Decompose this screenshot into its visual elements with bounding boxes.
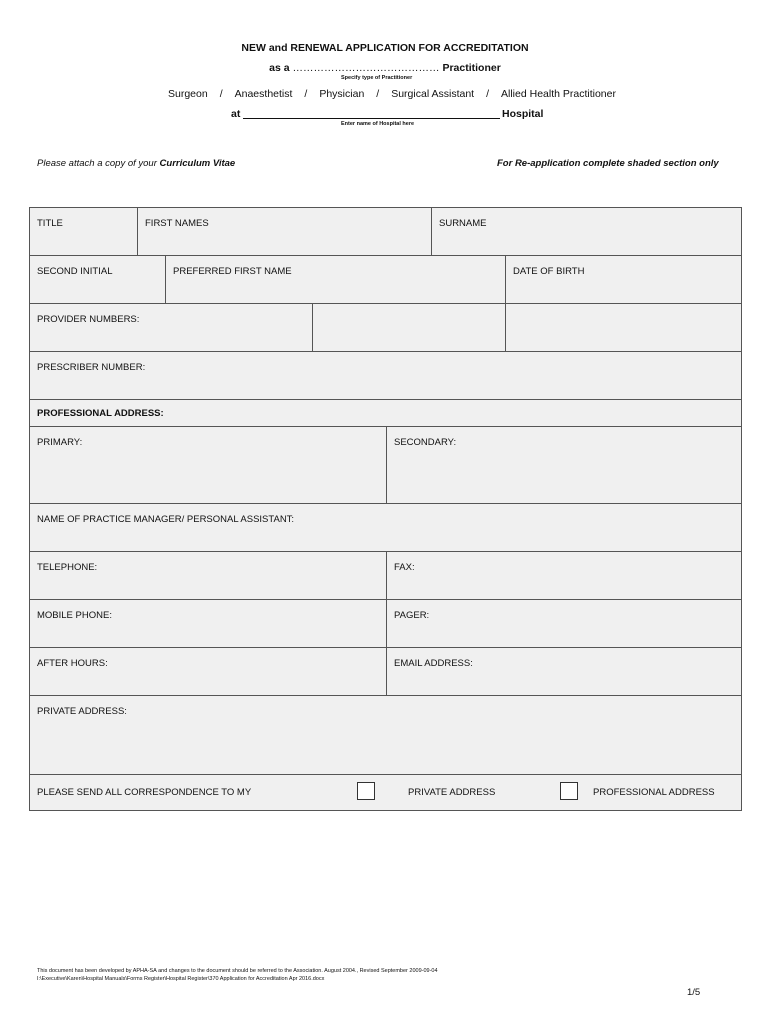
- cv-note-text: Please attach a copy of your: [37, 158, 157, 169]
- telephone-row: [30, 552, 741, 600]
- private-address-checkbox[interactable]: [357, 782, 375, 800]
- cv-note: [37, 158, 235, 169]
- footer-note: [37, 967, 438, 983]
- primary-label: PRIMARY:: [37, 437, 83, 448]
- date-of-birth-field[interactable]: [505, 256, 741, 303]
- type-separator: /: [219, 88, 223, 100]
- practitioner-type-line: [0, 62, 770, 74]
- practice-manager-label: NAME OF PRACTICE MANAGER/ PERSONAL ASSISTANT:: [37, 514, 295, 525]
- secondary-label: SECONDARY:: [394, 437, 457, 448]
- email-address-field[interactable]: [386, 648, 741, 695]
- as-a-label: as a: [269, 62, 290, 74]
- email-address-label: EMAIL ADDRESS:: [394, 658, 473, 669]
- professional-address-option-label: PROFESSIONAL ADDRESS: [593, 787, 715, 798]
- correspondence-row: [30, 775, 741, 810]
- prescriber-number-label: PRESCRIBER NUMBER:: [37, 362, 146, 373]
- practitioner-label: Practitioner: [442, 62, 501, 74]
- at-label: at: [231, 108, 241, 120]
- preferred-first-name-label: PREFERRED FIRST NAME: [173, 266, 292, 277]
- first-names-field[interactable]: [137, 208, 431, 255]
- private-address-row: [30, 696, 741, 775]
- cv-note-bold: Curriculum Vitae: [159, 158, 236, 169]
- type-allied-health: Allied Health Practitioner: [501, 88, 616, 100]
- hospital-name-blank[interactable]: [243, 118, 500, 119]
- surname-label: SURNAME: [439, 218, 487, 229]
- practitioner-type-hint: Specify type of Practitioner: [341, 75, 413, 81]
- footer-line-1: This document has been developed by APHA-SA and changes to the document should be referred to the Association. August 2004., Revised September 2009-09-04: [37, 968, 438, 974]
- type-surgical-assistant: Surgical Assistant: [391, 88, 475, 100]
- address-row: [30, 427, 741, 504]
- provider-number-field-3[interactable]: [505, 304, 741, 351]
- professional-address-label: PROFESSIONAL ADDRESS:: [37, 408, 164, 419]
- hospital-label: Hospital: [502, 108, 544, 120]
- page-number: 1/5: [687, 987, 701, 998]
- provider-row: [30, 304, 741, 352]
- provider-numbers-label: PROVIDER NUMBERS:: [37, 314, 140, 325]
- secondary-address-field[interactable]: [386, 427, 741, 503]
- private-address-label: PRIVATE ADDRESS:: [37, 706, 127, 717]
- telephone-label: TELEPHONE:: [37, 562, 98, 573]
- type-separator: /: [376, 88, 380, 100]
- professional-address-checkbox[interactable]: [560, 782, 578, 800]
- footer-line-2: I:\Executive\Karen\Hospital Manuals\Forms Register\Hospital Register\370 Application for Accreditation Apr 2016.docx: [37, 976, 325, 982]
- preferred-first-name-field[interactable]: [165, 256, 505, 303]
- practitioner-types: [168, 88, 616, 100]
- first-names-label: FIRST NAMES: [145, 218, 209, 229]
- type-anaesthetist: Anaesthetist: [234, 88, 293, 100]
- pager-label: PAGER:: [394, 610, 430, 621]
- hospital-line: [231, 108, 240, 120]
- provider-number-field-1[interactable]: [30, 304, 312, 351]
- second-initial-label: SECOND INITIAL: [37, 266, 113, 277]
- after-hours-field[interactable]: [30, 648, 386, 695]
- surname-field[interactable]: [431, 208, 741, 255]
- type-physician: Physician: [319, 88, 365, 100]
- private-address-field[interactable]: [30, 696, 741, 774]
- application-form: [29, 207, 742, 811]
- name-row: [30, 208, 741, 256]
- second-initial-field[interactable]: [30, 256, 165, 303]
- prescriber-number-field[interactable]: [30, 352, 741, 399]
- title-field[interactable]: [30, 208, 137, 255]
- practitioner-type-blank[interactable]: ……………………………………: [292, 62, 440, 74]
- form-title: NEW and RENEWAL APPLICATION FOR ACCREDITATION: [241, 42, 529, 54]
- personal-row: [30, 256, 741, 304]
- reapply-note: For Re-application complete shaded section only: [497, 158, 719, 169]
- mobile-phone-label: MOBILE PHONE:: [37, 610, 112, 621]
- after-hours-label: AFTER HOURS:: [37, 658, 108, 669]
- private-address-option-label: PRIVATE ADDRESS: [408, 787, 496, 798]
- mobile-row: [30, 600, 741, 648]
- title-label: TITLE: [37, 218, 63, 229]
- date-of-birth-label: DATE OF BIRTH: [513, 266, 585, 277]
- type-separator: /: [486, 88, 490, 100]
- practice-manager-row: [30, 504, 741, 552]
- professional-address-header: [30, 400, 741, 427]
- prescriber-row: [30, 352, 741, 400]
- correspondence-label: PLEASE SEND ALL CORRESPONDENCE TO MY: [37, 787, 252, 798]
- mobile-phone-field[interactable]: [30, 600, 386, 647]
- fax-label: FAX:: [394, 562, 415, 573]
- provider-number-field-2[interactable]: [312, 304, 505, 351]
- primary-address-field[interactable]: [30, 427, 386, 503]
- type-separator: /: [304, 88, 308, 100]
- type-surgeon: Surgeon: [168, 88, 208, 100]
- practice-manager-field[interactable]: [30, 504, 741, 551]
- fax-field[interactable]: [386, 552, 741, 599]
- pager-field[interactable]: [386, 600, 741, 647]
- telephone-field[interactable]: [30, 552, 386, 599]
- after-hours-row: [30, 648, 741, 696]
- hospital-hint: Enter name of Hospital here: [341, 121, 415, 127]
